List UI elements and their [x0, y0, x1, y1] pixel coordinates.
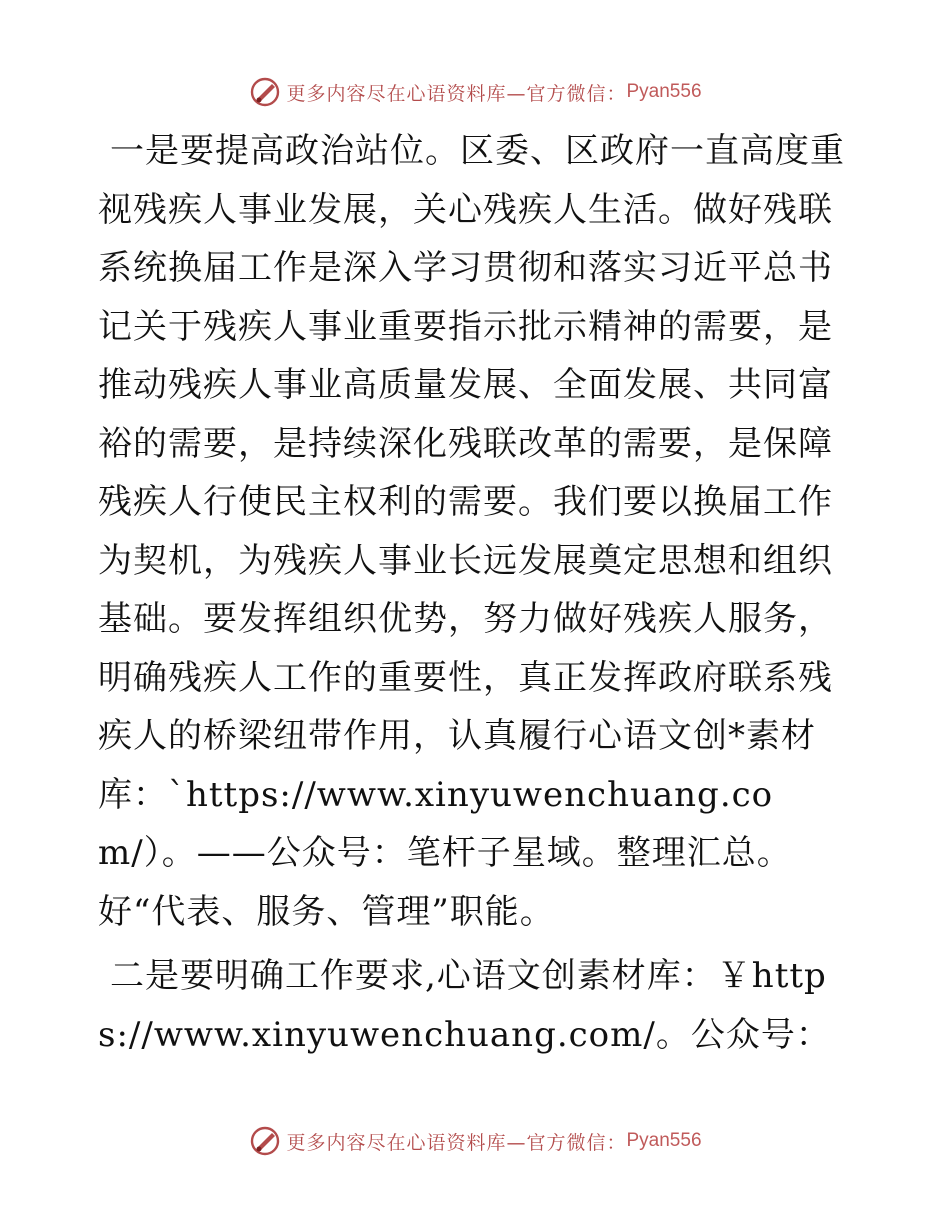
header-banner-text: 更多内容尽在心语资料库—官方微信： [286, 82, 627, 105]
brush-logo-icon [248, 75, 282, 109]
paragraph-1: 一是要提高政治站位。区委、区政府一直高度重视残疾人事业发展，关心残疾人生活。做好残联系统换届工作是深入学习贯彻和落实习近平总书记关于残疾人事业重要指示批示精神的需要，是推动残疾人事业高质量发展、全面发展、共同富裕的需要，是持续深化残联改革的需要，是保障残疾人行使民主权利的需要。我们要以换届工作为契机，为残疾人事业长远发展奠定思想和组织基础。要发挥组织优势，努力做好残疾人服务，明确残疾人工作的重要性，真正发挥政府联系残疾人的桥梁纽带作用，认真履行心语文创*素材库：`https://www.xinyuwenchuang.com/）。——公众号：笔杆子星域。整理汇总。好“代表、服务、管理”职能。 [98, 131, 845, 932]
paragraph-2: 二是要明确工作要求,心语文创素材库：￥https://www.xinyuwenchuang.com/。公众号： [98, 956, 831, 1055]
brush-logo-icon [248, 1124, 282, 1158]
footer-banner [0, 1121, 950, 1161]
footer-banner-text: 更多内容尽在心语资料库—官方微信： [286, 1131, 627, 1154]
document-body [98, 122, 858, 1064]
header-banner-handle: Pyan556 [626, 81, 702, 102]
header-banner [0, 72, 950, 112]
footer-banner-handle: Pyan556 [626, 1130, 702, 1151]
